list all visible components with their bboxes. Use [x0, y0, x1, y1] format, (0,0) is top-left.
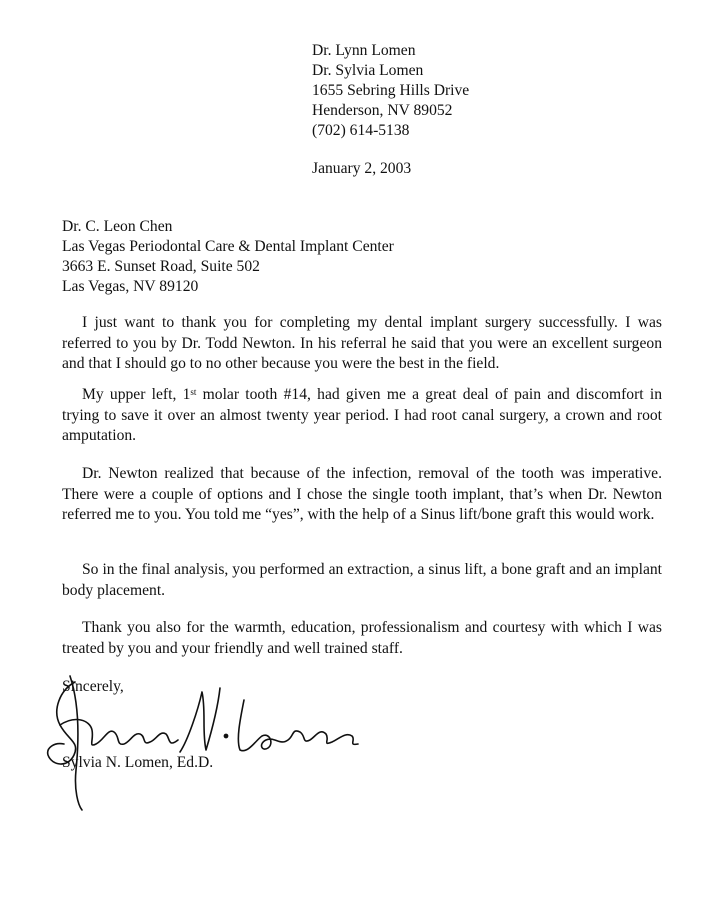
closing: Sincerely,: [62, 678, 124, 695]
paragraph-3: Dr. Newton realized that because of the infection, removal of the tooth was imperative. There were a couple of options and I chose the single tooth implant, that’s when Dr. Newton referred me to you. You told me “yes”, with the help of a Sinus lift/bone graft this would work.: [62, 465, 662, 523]
paragraph-2-part-b: molar tooth #14, had given me a great deal of pain and discomfort in trying to save it over an almost twenty year period. I had root canal surgery, a crown and root amputation.: [62, 386, 662, 444]
paragraph-4: So in the final analysis, you performed an extraction, a sinus lift, a bone graft and an implant body placement.: [62, 561, 662, 599]
ordinal-superscript: st: [190, 387, 197, 397]
recipient-org: Las Vegas Periodontal Care & Dental Implant Center: [62, 238, 394, 255]
signer-name: Sylvia N. Lomen, Ed.D.: [62, 754, 214, 771]
sender-city: Henderson, NV 89052: [312, 102, 453, 119]
sender-name-1: Dr. Lynn Lomen: [312, 42, 416, 59]
paragraph-2-part-a: My upper left, 1: [82, 386, 191, 403]
recipient-city: Las Vegas, NV 89120: [62, 278, 199, 295]
paragraph-2: [62, 385, 662, 447]
paragraph-5: Thank you also for the warmth, education, professionalism and courtesy with which I was treated by you and your friendly and well trained staff.: [62, 619, 662, 657]
sender-street: 1655 Sebring Hills Drive: [312, 82, 470, 99]
sender-name-2: Dr. Sylvia Lomen: [312, 62, 424, 79]
recipient-street: 3663 E. Sunset Road, Suite 502: [62, 258, 260, 275]
letter-date: January 2, 2003: [312, 160, 412, 177]
handwritten-signature: [30, 670, 370, 820]
sender-phone: (702) 614-5138: [312, 122, 410, 139]
recipient-name: Dr. C. Leon Chen: [62, 218, 173, 235]
paragraph-1: I just want to thank you for completing my dental implant surgery successfully. I was referred to you by Dr. Todd Newton. In his referral he said that you were an excellent surgeon and that I should go to no other because you were the best in the field.: [62, 314, 662, 372]
